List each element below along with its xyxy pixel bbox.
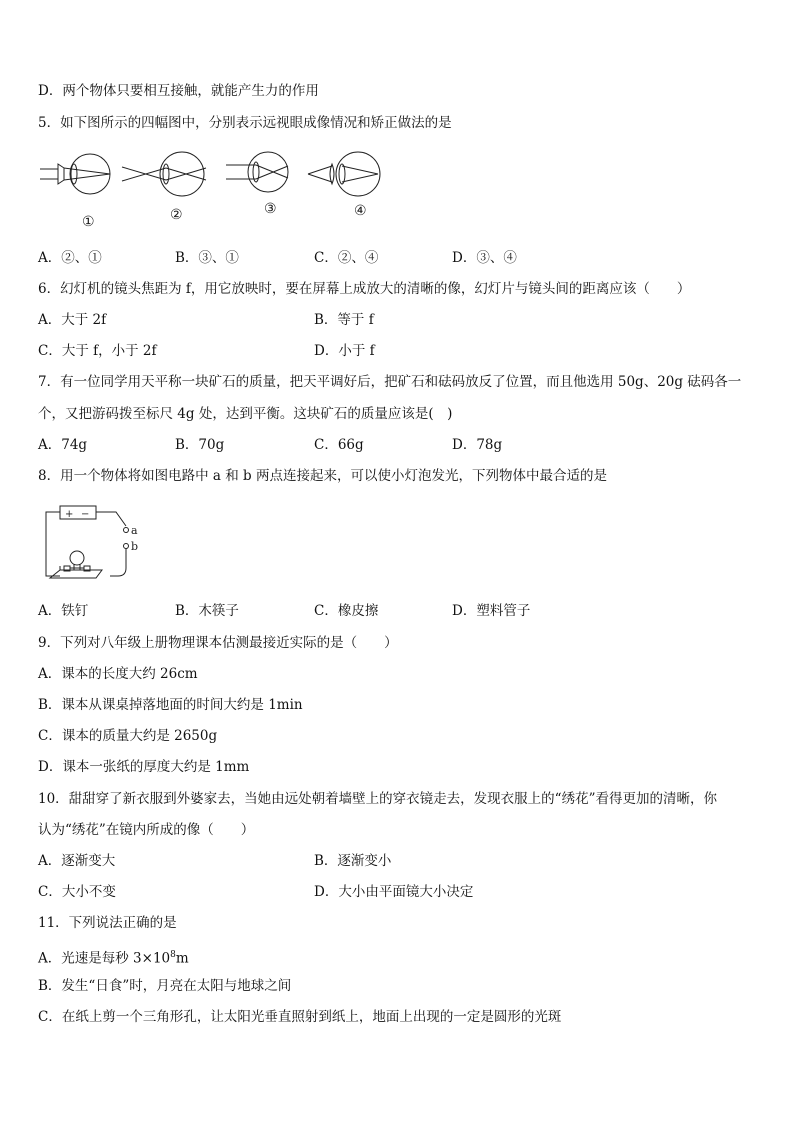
bulb-icon: [70, 551, 84, 565]
q5-option-b: B．③、①: [175, 250, 239, 266]
circuit-figure: [40, 500, 150, 586]
q11-option-a-text: A．光速是每秒 3×10: [38, 950, 171, 967]
q6-option-d: D．小于 f: [314, 343, 375, 359]
eye-diagram-4: [308, 152, 380, 196]
eye-diagram-1: [40, 154, 110, 194]
q5-option-a: A．②、①: [38, 250, 102, 266]
q7-stem-line1: 7．有一位同学用天平称一块矿石的质量，把天平调好后，把矿石和砝码放反了位置，而且他选用 50g、20g 砝码各一: [38, 374, 742, 390]
q9-option-c: C．课本的质量大约是 2650g: [38, 728, 218, 744]
q6-option-a: A．大于 2f: [38, 312, 107, 328]
q7-stem-line2: 个，又把游码拨至标尺 4g 处，达到平衡。这块矿石的质量应该是( ): [38, 406, 453, 422]
q7-option-b: B．70g: [175, 437, 225, 453]
q10-stem-line2: 认为“绣花”在镜内所成的像（ ）: [38, 822, 255, 838]
q11-option-c: C．在纸上剪一个三角形孔，让太阳光垂直照射到纸上，地面上出现的一定是圆形的光斑: [38, 1009, 562, 1025]
q7-option-d: D．78g: [452, 437, 503, 453]
q7-option-c: C．66g: [314, 437, 364, 453]
q10-option-a: A．逐渐变大: [38, 853, 116, 869]
q11-stem: 11．下列说法正确的是: [38, 915, 177, 931]
q5-stem: 5．如下图所示的四幅图中，分别表示远视眼成像情况和矫正做法的是: [38, 115, 452, 131]
q8-option-c: C．橡皮擦: [314, 603, 379, 619]
q11-option-a-exponent: 8: [170, 950, 176, 960]
point-b-label: b: [131, 540, 139, 553]
eye-label-3: ③: [264, 201, 277, 217]
q6-option-c: C．大于 f，小于 2f: [38, 343, 157, 359]
q5-option-c: C．②、④: [314, 250, 379, 266]
q4-option-d: D．两个物体只要相互接触，就能产生力的作用: [38, 83, 319, 99]
q5-option-d: D．③、④: [452, 250, 517, 266]
lamp-base-icon: [50, 570, 102, 578]
q10-option-b: B．逐渐变小: [314, 853, 392, 869]
q9-option-a: A．课本的长度大约 26cm: [38, 666, 198, 682]
terminal-a-icon: [124, 528, 129, 533]
eye-diagram-3: [226, 152, 288, 192]
q10-stem-line1: 10．甜甜穿了新衣服到外婆家去，当她由远处朝着墙壁上的穿衣镜走去，发现衣服上的“绣花”看得更加的清晰，你: [38, 791, 717, 807]
q11-option-a: [38, 946, 189, 968]
q9-option-d: D．课本一张纸的厚度大约是 1mm: [38, 759, 250, 775]
q8-option-d: D．塑料管子: [452, 603, 531, 619]
q8-option-b: B．木筷子: [175, 603, 239, 619]
battery-plus-label: +: [65, 509, 74, 520]
q7-option-a: A．74g: [38, 437, 88, 453]
q6-option-b: B．等于 f: [314, 312, 374, 328]
eye-diagrams-figure: [36, 150, 396, 232]
q9-option-b: B．课本从课桌掉落地面的时间大约是 1min: [38, 697, 303, 713]
q10-option-d: D．大小由平面镜大小决定: [314, 884, 474, 900]
eye-label-1: ①: [82, 214, 95, 230]
q8-stem: 8．用一个物体将如图电路中 a 和 b 两点连接起来，可以使小灯泡发光，下列物体中最合适的是: [38, 468, 607, 484]
q11-option-b: B．发生“日食”时，月亮在太阳与地球之间: [38, 978, 292, 994]
eye-diagram-2: [122, 152, 206, 196]
q11-option-a-unit: m: [175, 950, 189, 967]
battery-minus-label: −: [81, 509, 90, 520]
q9-stem: 9．下列对八年级上册物理课本估测最接近实际的是（ ）: [38, 635, 398, 651]
point-a-label: a: [131, 524, 138, 537]
eye-label-2: ②: [170, 207, 183, 223]
q8-option-a: A．铁钉: [38, 603, 89, 619]
terminal-b-icon: [124, 544, 129, 549]
q10-option-c: C．大小不变: [38, 884, 116, 900]
q6-stem: 6．幻灯机的镜头焦距为 f，用它放映时，要在屏幕上成放大的清晰的像，幻灯片与镜头间的距离应该（ ）: [38, 281, 691, 297]
eye-label-4: ④: [354, 203, 367, 219]
